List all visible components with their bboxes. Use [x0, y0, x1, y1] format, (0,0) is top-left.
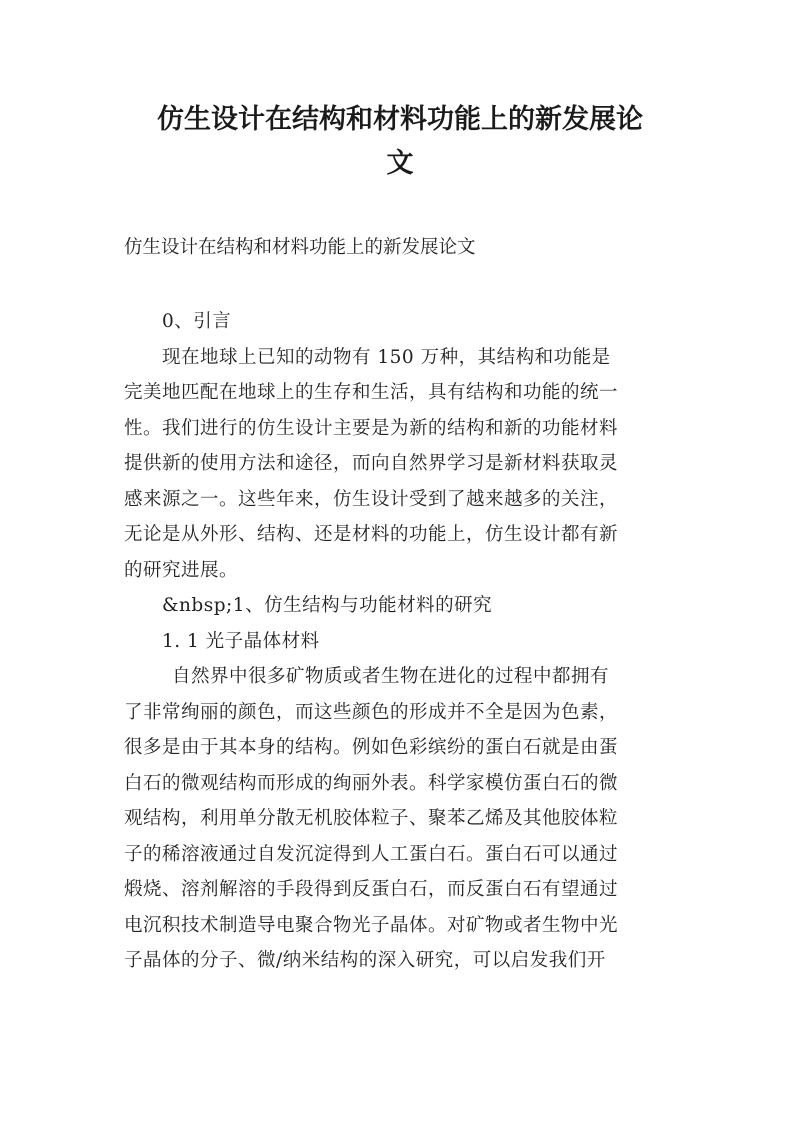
paragraph-line: 子晶体的分子、微/纳米结构的深入研究，可以启发我们开: [124, 950, 606, 971]
document-subtitle: 仿生设计在结构和材料功能上的新发展论文: [124, 237, 476, 258]
paragraph-line: 电沉积技术制造导电聚合物光子晶体。对矿物或者生物中光: [124, 915, 619, 936]
paragraph-line: 感来源之一。这些年来，仿生设计受到了越来越多的关注，: [124, 489, 619, 510]
document-title: [110, 98, 690, 186]
paragraph-line: 提供新的使用方法和途径，而向自然界学习是新材料获取灵: [124, 453, 619, 474]
section-heading-1-1: 1. 1 光子晶体材料: [162, 631, 320, 652]
title-line-1: 仿生设计在结构和材料功能上的新发展论: [157, 104, 643, 135]
paragraph-line: 现在地球上已知的动物有 150 万种，其结构和功能是: [162, 347, 611, 368]
paragraph-line: 子的稀溶液通过自发沉淀得到人工蛋白石。蛋白石可以通过: [124, 844, 619, 865]
paragraph-line: 观结构，利用单分散无机胶体粒子、聚苯乙烯及其他胶体粒: [124, 808, 619, 829]
paragraph-line: 的研究进展。: [124, 560, 239, 581]
paragraph-line: 无论是从外形、结构、还是材料的功能上，仿生设计都有新: [124, 524, 619, 545]
paragraph-line: 很多是由于其本身的结构。例如色彩缤纷的蛋白石就是由蛋: [124, 737, 619, 758]
paragraph-line: 自然界中很多矿物质或者生物在进化的过程中都拥有: [172, 666, 610, 687]
section-heading-intro: 0、引言: [162, 311, 232, 332]
paragraph-line: 完美地匹配在地球上的生存和生活，具有结构和功能的统一: [124, 382, 619, 403]
paragraph-line: 白石的微观结构而形成的绚丽外表。科学家模仿蛋白石的微: [124, 773, 619, 794]
section-heading-1: &nbsp;1、仿生结构与功能材料的研究: [162, 595, 493, 616]
paragraph-line: 性。我们进行的仿生设计主要是为新的结构和新的功能材料: [124, 418, 619, 439]
paragraph-line: 煅烧、溶剂解溶的手段得到反蛋白石，而反蛋白石有望通过: [124, 879, 619, 900]
title-line-2: 文: [386, 148, 414, 179]
paragraph-line: 了非常绚丽的颜色，而这些颜色的形成并不全是因为色素，: [124, 702, 619, 723]
